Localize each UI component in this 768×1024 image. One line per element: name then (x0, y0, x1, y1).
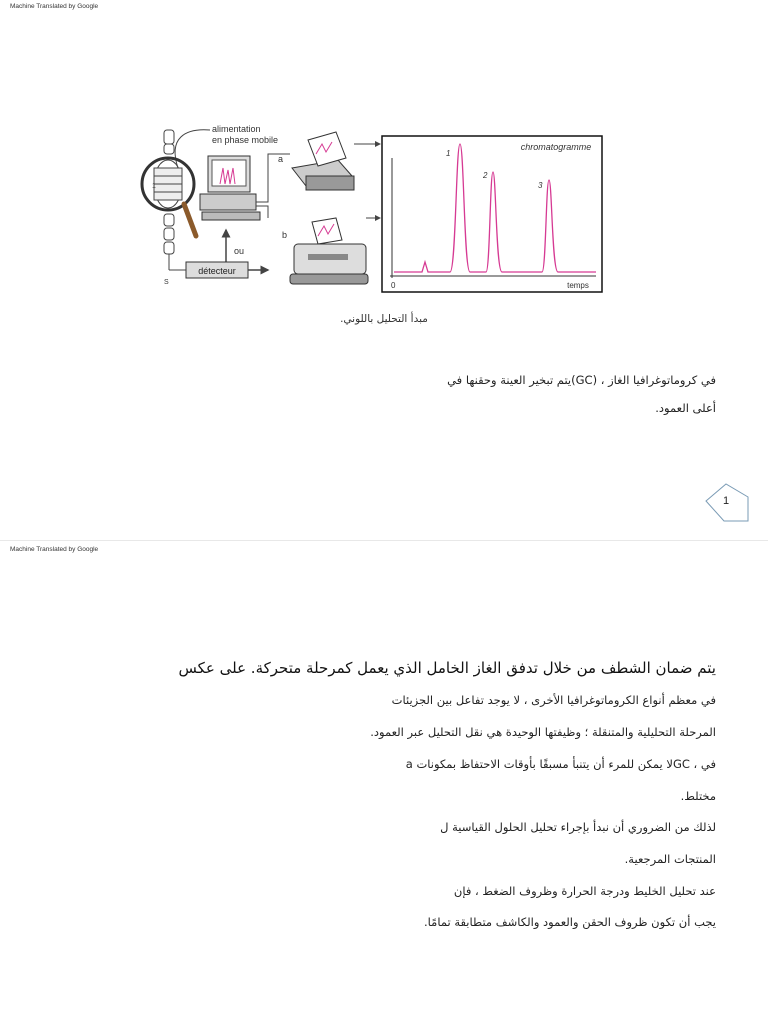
page-number-badge (704, 483, 750, 523)
peak-label-1: 1 (446, 149, 451, 158)
page-number: 1 (722, 495, 730, 507)
column-number-label: 1 (152, 183, 156, 190)
page2-heading: يتم ضمان الشطف من خلال تدفق الغاز الخامل الذي يعمل كمرحلة متحركة. على عكس (178, 659, 716, 677)
peak-label-3: 3 (538, 181, 543, 190)
printer-b-icon (290, 218, 368, 284)
page2-line-1: في معظم أنواع الكروماتوغرافيا الأخرى ، لا يوجد تفاعل بين الجزيئات (391, 693, 716, 707)
computer-icon (200, 156, 260, 220)
column-assembly (154, 130, 182, 270)
label-b: b (282, 230, 288, 240)
label-s: S (164, 279, 169, 286)
page2-line-6: المنتجات المرجعية. (624, 852, 716, 866)
page2-line-8: يجب أن تكون ظروف الحقن والعمود والكاشف متطابقة تمامًا. (424, 915, 716, 929)
detector-label: détecteur (198, 266, 236, 276)
machine-translated-label-2: Machine Translated by Google (10, 546, 99, 553)
chromatogram-title: chromatogramme (520, 142, 592, 152)
axis-origin-label: 0 (391, 281, 396, 290)
phase-mobile-label: en phase mobile (212, 135, 279, 145)
chromatography-figure (140, 118, 610, 298)
axis-time-label: temps (567, 281, 589, 290)
paragraph-line-1: في كروماتوغرافيا الغاز ، (GC)يتم تبخير العينة وحقنها في (447, 373, 716, 387)
page-separator (0, 540, 768, 541)
chromatogram-frame (382, 136, 602, 292)
figure-caption: مبدأ التحليل باللوني. (340, 313, 428, 325)
page2-line-2: المرحلة التحليلية والمتنقلة ؛ وظيفتها الوحيدة هي نقل التحليل عبر العمود. (370, 725, 716, 739)
connector-lines (256, 154, 290, 218)
page2-line-4: مختلط. (680, 789, 716, 803)
alimentation-label: alimentation (212, 124, 261, 134)
page2-line-7: عند تحليل الخليط ودرجة الحرارة وظروف الضغط ، فإن (453, 884, 716, 898)
ou-label: ou (234, 246, 245, 256)
machine-translated-label: Machine Translated by Google (10, 3, 99, 10)
page2-line-5: لذلك من الضروري أن نبدأ بإجراء تحليل الحلول القياسية ل (440, 820, 716, 834)
printer-a-icon (292, 132, 354, 190)
paragraph-line-2: أعلى العمود. (655, 401, 716, 415)
label-a: a (278, 154, 284, 164)
peak-label-2: 2 (483, 171, 488, 180)
page2-line-3: في ، GCلا يمكن للمرء أن يتنبأ مسبقًا بأوقات الاحتفاظ بمكونات a (405, 757, 716, 771)
